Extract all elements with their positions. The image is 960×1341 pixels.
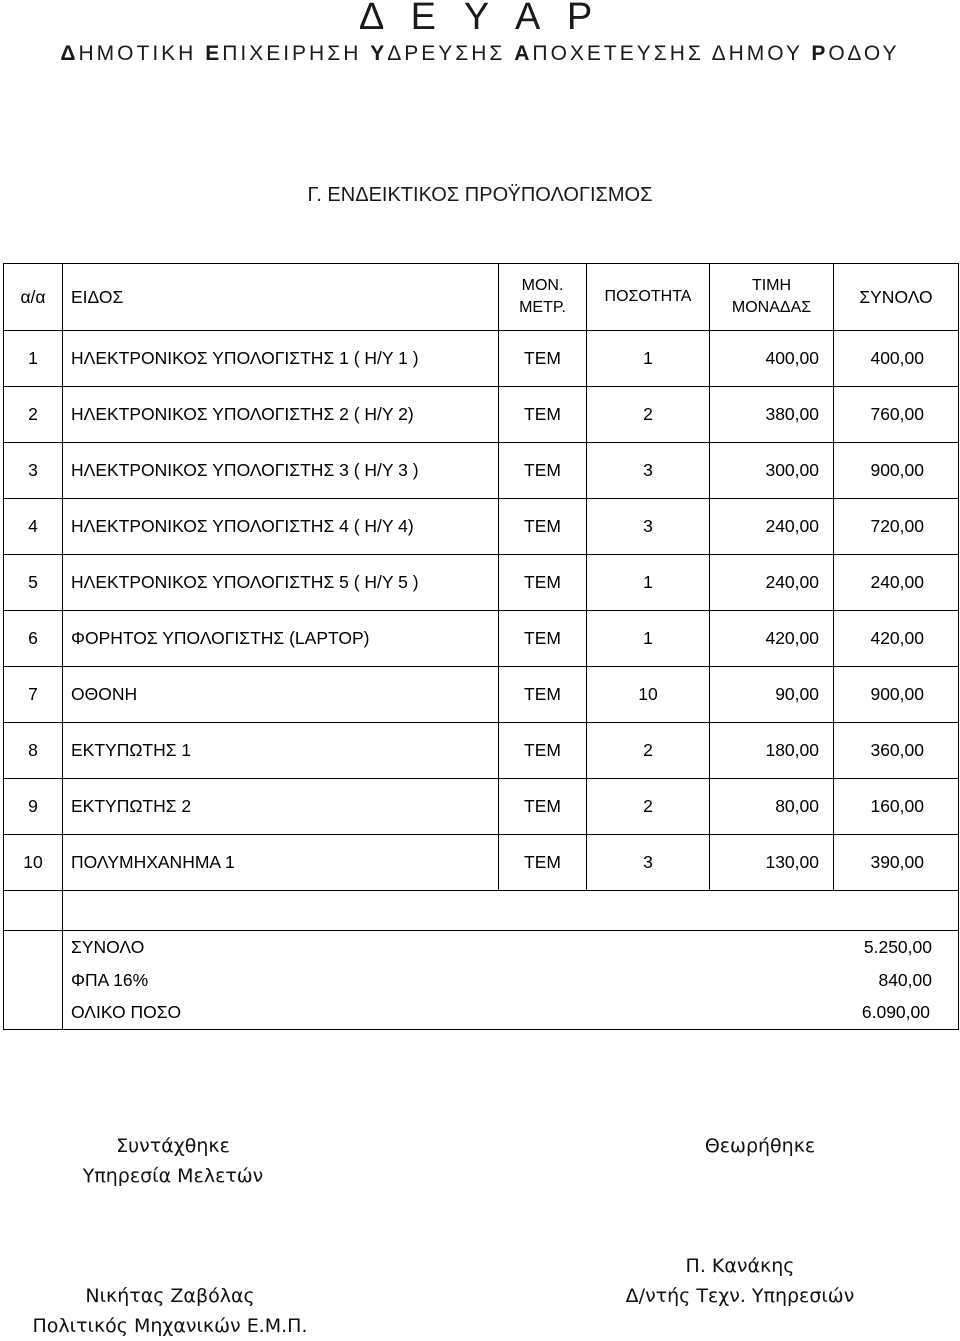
- subtitle-initial: Ε: [205, 42, 223, 65]
- cell-item: ΗΛΕΚΤΡΟΝΙΚΟΣ ΥΠΟΛΟΓΙΣΤΗΣ 3 ( Η/Υ 3 ): [63, 443, 499, 499]
- totals-row-subtotal: [4, 931, 959, 964]
- subtitle-initial: Υ: [370, 42, 388, 65]
- composed-label: Συντάχθηκε: [116, 1135, 230, 1157]
- organization-full-name: [0, 42, 960, 66]
- column-header-item: ΕΙΔΟΣ: [63, 264, 499, 331]
- cell-item: ΗΛΕΚΤΡΟΝΙΚΟΣ ΥΠΟΛΟΓΙΣΤΗΣ 2 ( Η/Υ 2): [63, 387, 499, 443]
- signature-block-right: [590, 1251, 890, 1311]
- table-row: [4, 387, 959, 443]
- author-name: Νικήτας Ζαβόλας: [85, 1285, 255, 1307]
- table-row: [4, 443, 959, 499]
- cell-unit: ΤΕΜ: [499, 443, 587, 499]
- totals-row-vat: [4, 964, 959, 997]
- cell-no: 1: [4, 331, 63, 387]
- cell-unit: ΤΕΜ: [499, 499, 587, 555]
- cell-price: 180,00: [710, 723, 834, 779]
- approved-label: Θεωρήθηκε: [704, 1135, 816, 1157]
- director-name: Π. Κανάκης: [685, 1255, 795, 1277]
- subtitle-word: ΠΙΧΕΙΡΗΣΗ: [222, 42, 371, 65]
- cell-total: 900,00: [834, 667, 959, 723]
- cell-no: 6: [4, 611, 63, 667]
- cell-item: ΠΟΛΥΜΗΧΑΝΗΜΑ 1: [63, 835, 499, 891]
- cell-price: 380,00: [710, 387, 834, 443]
- cell-qty: 3: [587, 499, 710, 555]
- cell-no: 4: [4, 499, 63, 555]
- subtitle-word: ΔΡΕΥΣΗΣ: [387, 42, 515, 65]
- cell-item: ΟΘΟΝΗ: [63, 667, 499, 723]
- cell-price: 90,00: [710, 667, 834, 723]
- column-header-unit: [499, 264, 587, 331]
- subtitle-word: ΠΟΧΕΤΕΥΣΗΣ: [532, 42, 712, 65]
- vat-value: 840,00: [834, 964, 959, 997]
- cell-total: 160,00: [834, 779, 959, 835]
- signature-block-left-heading: [60, 1131, 286, 1191]
- subtitle-initial: Ρ: [811, 42, 829, 65]
- column-header-qty: ΠΟΣΟΤΗΤΑ: [587, 264, 710, 331]
- cell-item: ΕΚΤΥΠΩΤΗΣ 1: [63, 723, 499, 779]
- subtitle-initial: Δ: [60, 42, 79, 65]
- cell-qty: 1: [587, 555, 710, 611]
- column-header-price: [710, 264, 834, 331]
- cell-qty: 2: [587, 723, 710, 779]
- cell-no: 9: [4, 779, 63, 835]
- organization-title: Δ Ε Υ Α Ρ: [358, 0, 602, 38]
- signature-block-left: [20, 1281, 320, 1341]
- document-heading: Γ. ΕΝΔΕΙΚΤΙΚΟΣ ΠΡΟΫΠΟΛΟΓΙΣΜΟΣ: [307, 184, 653, 206]
- cell-unit: ΤΕΜ: [499, 611, 587, 667]
- cell-qty: 10: [587, 667, 710, 723]
- column-header-price-line2: ΜΟΝΑΔΑΣ: [731, 299, 812, 316]
- table-header-row: [4, 264, 959, 331]
- column-header-total: ΣΥΝΟΛΟ: [834, 264, 959, 331]
- cell-total: 900,00: [834, 443, 959, 499]
- cell-qty: 3: [587, 835, 710, 891]
- cell-unit: ΤΕΜ: [499, 779, 587, 835]
- cell-price: 130,00: [710, 835, 834, 891]
- cell-price: 80,00: [710, 779, 834, 835]
- cell-unit: ΤΕΜ: [499, 331, 587, 387]
- cell-item: ΦΟΡΗΤΟΣ ΥΠΟΛΟΓΙΣΤΗΣ (LAPTOP): [63, 611, 499, 667]
- cell-item: ΕΚΤΥΠΩΤΗΣ 2: [63, 779, 499, 835]
- subtitle-initial: Α: [514, 42, 533, 65]
- cell-total: 400,00: [834, 331, 959, 387]
- table-row: [4, 835, 959, 891]
- column-header-no: α/α: [4, 264, 63, 331]
- cell-qty: 2: [587, 387, 710, 443]
- table-row: [4, 555, 959, 611]
- column-header-unit-line2: ΜΕΤΡ.: [519, 299, 566, 316]
- table-row: [4, 667, 959, 723]
- subtitle-word: ΗΜΟΤΙΚΗ: [78, 42, 206, 65]
- grand-total-label: ΟΛΙΚΟ ΠΟΣΟ: [63, 997, 834, 1030]
- cell-price: 400,00: [710, 331, 834, 387]
- vat-label: ΦΠΑ 16%: [63, 964, 834, 997]
- cell-no: 5: [4, 555, 63, 611]
- cell-unit: ΤΕΜ: [499, 387, 587, 443]
- grand-total-value: 6.090,00: [834, 997, 959, 1030]
- cell-qty: 2: [587, 779, 710, 835]
- cell-total: 760,00: [834, 387, 959, 443]
- cell-price: 420,00: [710, 611, 834, 667]
- cell-no: 2: [4, 387, 63, 443]
- cell-no: 3: [4, 443, 63, 499]
- table-row: [4, 723, 959, 779]
- studies-department-label: Υπηρεσία Μελετών: [82, 1165, 264, 1187]
- totals-row-grand-total: [4, 997, 959, 1030]
- cell-total: 720,00: [834, 499, 959, 555]
- cell-price: 240,00: [710, 499, 834, 555]
- cell-total: 420,00: [834, 611, 959, 667]
- column-header-unit-line1: ΜΟΝ.: [521, 277, 564, 294]
- column-header-price-line1: ΤΙΜΗ: [751, 277, 792, 294]
- cell-price: 240,00: [710, 555, 834, 611]
- budget-table: [3, 263, 959, 1030]
- cell-no: 7: [4, 667, 63, 723]
- cell-item: ΗΛΕΚΤΡΟΝΙΚΟΣ ΥΠΟΛΟΓΙΣΤΗΣ 4 ( Η/Υ 4): [63, 499, 499, 555]
- author-role: Πολιτικός Μηχανικών Ε.Μ.Π.: [32, 1315, 308, 1337]
- cell-total: 240,00: [834, 555, 959, 611]
- subtotal-value: 5.250,00: [834, 931, 959, 964]
- cell-qty: 3: [587, 443, 710, 499]
- cell-no: 8: [4, 723, 63, 779]
- cell-qty: 1: [587, 611, 710, 667]
- cell-total: 390,00: [834, 835, 959, 891]
- table-row: [4, 331, 959, 387]
- cell-unit: ΤΕΜ: [499, 667, 587, 723]
- cell-total: 360,00: [834, 723, 959, 779]
- cell-unit: ΤΕΜ: [499, 835, 587, 891]
- subtitle-word: ΟΔΟΥ: [828, 42, 900, 65]
- director-role: Δ/ντής Τεχν. Υπηρεσιών: [625, 1285, 855, 1307]
- cell-unit: ΤΕΜ: [499, 555, 587, 611]
- cell-item: ΗΛΕΚΤΡΟΝΙΚΟΣ ΥΠΟΛΟΓΙΣΤΗΣ 5 ( Η/Υ 5 ): [63, 555, 499, 611]
- cell-price: 300,00: [710, 443, 834, 499]
- subtitle-word: ΔΗΜΟΥ: [711, 42, 812, 65]
- cell-unit: ΤΕΜ: [499, 723, 587, 779]
- subtotal-label: ΣΥΝΟΛΟ: [63, 931, 834, 964]
- table-row: [4, 779, 959, 835]
- table-row: [4, 611, 959, 667]
- table-row: [4, 499, 959, 555]
- table-empty-row: [4, 891, 959, 931]
- cell-item: ΗΛΕΚΤΡΟΝΙΚΟΣ ΥΠΟΛΟΓΙΣΤΗΣ 1 ( Η/Υ 1 ): [63, 331, 499, 387]
- cell-no: 10: [4, 835, 63, 891]
- cell-qty: 1: [587, 331, 710, 387]
